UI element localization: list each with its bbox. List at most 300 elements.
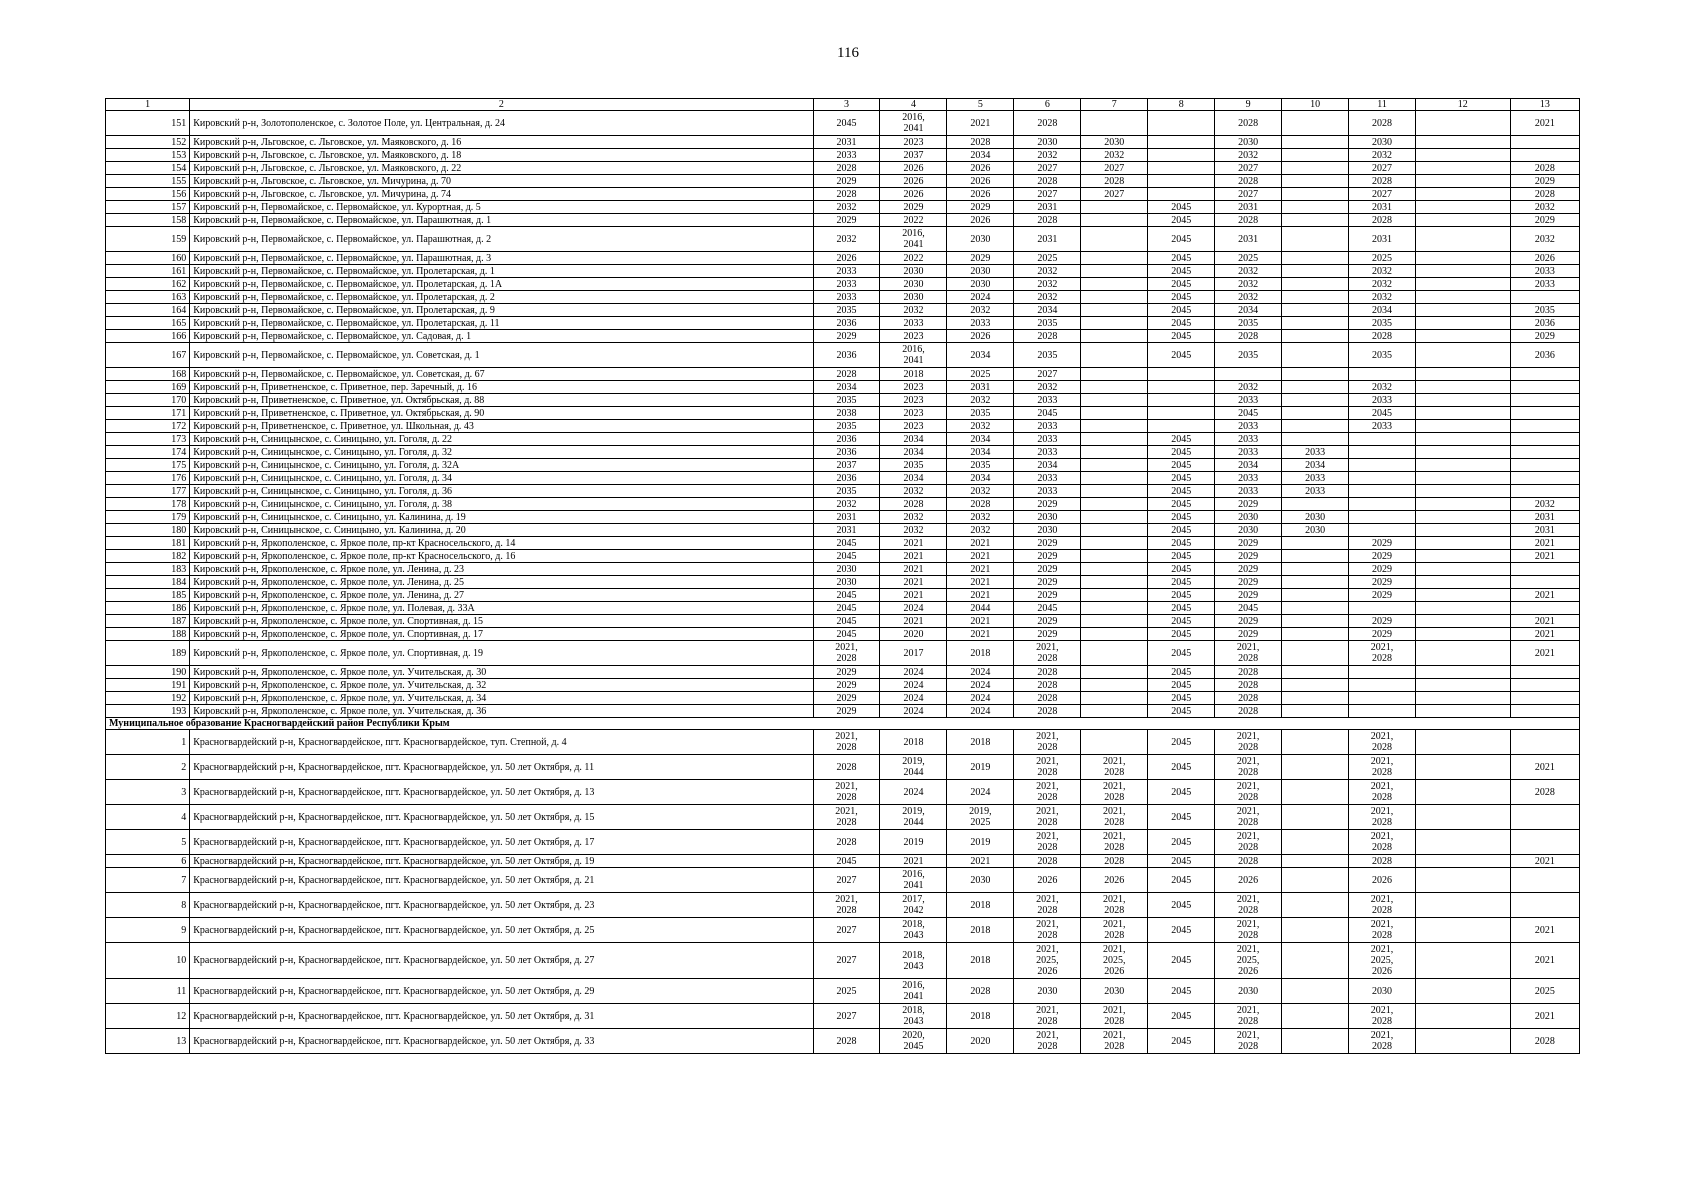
year-cell: 2045 — [1148, 830, 1215, 855]
year-cell — [1510, 730, 1579, 755]
year-cell — [1282, 394, 1349, 407]
year-cell — [1081, 589, 1148, 602]
year-cell — [1415, 511, 1510, 524]
year-cell — [1081, 705, 1148, 718]
year-cell: 2045 — [1148, 755, 1215, 780]
address-cell: Кировский р-н, Первомайское, с. Первомайское, ул. Пролетарская, д. 1А — [190, 278, 813, 291]
year-cell: 2030 — [1014, 511, 1081, 524]
year-cell: 2033 — [1215, 472, 1282, 485]
year-cell: 2021 — [947, 615, 1014, 628]
year-cell: 2045 — [1014, 602, 1081, 615]
year-cell — [1349, 498, 1416, 511]
year-cell: 2045 — [813, 628, 880, 641]
year-cell: 2021, 2028 — [1014, 805, 1081, 830]
year-cell: 2032 — [947, 511, 1014, 524]
year-cell: 2032 — [1215, 149, 1282, 162]
year-cell — [1148, 175, 1215, 188]
year-cell: 2029 — [1215, 563, 1282, 576]
year-cell: 2023 — [880, 407, 947, 420]
year-cell — [1349, 446, 1416, 459]
row-number: 190 — [106, 666, 190, 679]
year-cell: 2034 — [1215, 459, 1282, 472]
column-header: 5 — [947, 99, 1014, 111]
year-cell — [1081, 304, 1148, 317]
year-cell: 2045 — [1148, 524, 1215, 537]
year-cell: 2021, 2028 — [1081, 893, 1148, 918]
year-cell — [1282, 918, 1349, 943]
year-cell: 2028 — [947, 979, 1014, 1004]
table-row — [106, 317, 1580, 330]
year-cell — [1081, 459, 1148, 472]
table-row — [106, 227, 1580, 252]
year-cell: 2033 — [813, 291, 880, 304]
year-cell — [1081, 368, 1148, 381]
row-number: 182 — [106, 550, 190, 563]
address-cell: Кировский р-н, Синицынское, с. Синицыно, ул. Гоголя, д. 32 — [190, 446, 813, 459]
year-cell: 2021 — [1510, 628, 1579, 641]
row-number: 7 — [106, 868, 190, 893]
year-cell: 2035 — [1349, 317, 1416, 330]
year-cell: 2045 — [1148, 563, 1215, 576]
year-cell — [1510, 830, 1579, 855]
year-cell: 2025 — [813, 979, 880, 1004]
address-cell: Красногвардейский р-н, Красногвардейское, пгт. Красногвардейское, ул. 50 лет Октября, д. 17 — [190, 830, 813, 855]
year-cell: 2032 — [813, 498, 880, 511]
year-cell: 2029 — [947, 201, 1014, 214]
year-cell — [1415, 472, 1510, 485]
year-cell: 2030 — [1014, 524, 1081, 537]
year-cell — [1415, 550, 1510, 563]
year-cell — [1415, 291, 1510, 304]
year-cell: 2030 — [880, 291, 947, 304]
year-cell: 2018 — [947, 1004, 1014, 1029]
year-cell — [1282, 602, 1349, 615]
year-cell: 2029 — [1510, 330, 1579, 343]
year-cell: 2032 — [1510, 498, 1579, 511]
year-cell: 2021, 2028 — [1349, 780, 1416, 805]
year-cell: 2021 — [880, 537, 947, 550]
year-cell: 2021 — [947, 537, 1014, 550]
row-number: 159 — [106, 227, 190, 252]
year-cell: 2045 — [1148, 459, 1215, 472]
row-number: 185 — [106, 589, 190, 602]
year-cell: 2033 — [1282, 472, 1349, 485]
year-cell — [1081, 550, 1148, 563]
year-cell: 2030 — [947, 227, 1014, 252]
year-cell — [1415, 576, 1510, 589]
year-cell: 2028 — [1510, 188, 1579, 201]
year-cell — [1282, 111, 1349, 136]
year-cell — [1282, 330, 1349, 343]
year-cell — [1081, 381, 1148, 394]
year-cell: 2032 — [1349, 265, 1416, 278]
year-cell: 2026 — [947, 162, 1014, 175]
table-row — [106, 459, 1580, 472]
table-body — [106, 99, 1580, 1054]
year-cell: 2021, 2028 — [1014, 1004, 1081, 1029]
year-cell: 2033 — [947, 317, 1014, 330]
year-cell — [1282, 576, 1349, 589]
year-cell — [1282, 589, 1349, 602]
table-row — [106, 188, 1580, 201]
year-cell: 2034 — [947, 343, 1014, 368]
year-cell — [1081, 524, 1148, 537]
row-number: 163 — [106, 291, 190, 304]
year-cell — [1282, 188, 1349, 201]
year-cell — [1349, 511, 1416, 524]
year-cell — [1415, 433, 1510, 446]
year-cell: 2029 — [1014, 498, 1081, 511]
year-cell: 2021, 2028 — [1349, 755, 1416, 780]
year-cell — [1282, 291, 1349, 304]
table-row — [106, 805, 1580, 830]
year-cell: 2021 — [1510, 855, 1579, 868]
column-header: 10 — [1282, 99, 1349, 111]
year-cell: 2035 — [1215, 317, 1282, 330]
address-cell: Кировский р-н, Льговское, с. Льговское, ул. Маяковского, д. 18 — [190, 149, 813, 162]
year-cell: 2031 — [813, 136, 880, 149]
year-cell — [1282, 705, 1349, 718]
row-number: 174 — [106, 446, 190, 459]
year-cell: 2032 — [880, 485, 947, 498]
year-cell: 2021 — [880, 615, 947, 628]
year-cell: 2021, 2028 — [1349, 918, 1416, 943]
table-row — [106, 641, 1580, 666]
year-cell — [1349, 524, 1416, 537]
year-cell: 2030 — [947, 265, 1014, 278]
year-cell — [1415, 979, 1510, 1004]
table-row — [106, 111, 1580, 136]
header-row — [106, 99, 1580, 111]
year-cell: 2028 — [1215, 330, 1282, 343]
year-cell — [1081, 407, 1148, 420]
year-cell — [1415, 446, 1510, 459]
year-cell: 2025 — [1215, 252, 1282, 265]
year-cell: 2019, 2025 — [947, 805, 1014, 830]
year-cell — [1081, 628, 1148, 641]
year-cell: 2030 — [1081, 979, 1148, 1004]
year-cell: 2021 — [947, 855, 1014, 868]
year-cell — [1510, 407, 1579, 420]
year-cell — [1415, 524, 1510, 537]
year-cell: 2028 — [813, 755, 880, 780]
year-cell: 2016, 2041 — [880, 111, 947, 136]
year-cell: 2029 — [1014, 563, 1081, 576]
address-cell: Кировский р-н, Яркополенское, с. Яркое поле, ул. Спортивная, д. 17 — [190, 628, 813, 641]
year-cell: 2035 — [1014, 317, 1081, 330]
address-cell: Кировский р-н, Яркополенское, с. Яркое поле, пр-кт Красносельского, д. 16 — [190, 550, 813, 563]
year-cell: 2027 — [1349, 188, 1416, 201]
year-cell: 2036 — [813, 433, 880, 446]
table-row — [106, 330, 1580, 343]
year-cell: 2021, 2025, 2026 — [1349, 943, 1416, 979]
year-cell — [1415, 602, 1510, 615]
year-cell — [1415, 136, 1510, 149]
row-number: 179 — [106, 511, 190, 524]
table-row — [106, 252, 1580, 265]
year-cell: 2028 — [1215, 705, 1282, 718]
year-cell: 2032 — [947, 524, 1014, 537]
year-cell: 2021, 2028 — [1215, 780, 1282, 805]
year-cell: 2032 — [813, 201, 880, 214]
table-row — [106, 666, 1580, 679]
year-cell: 2030 — [947, 868, 1014, 893]
year-cell — [1510, 692, 1579, 705]
year-cell: 2033 — [1014, 420, 1081, 433]
year-cell: 2019, 2044 — [880, 755, 947, 780]
year-cell: 2028 — [1215, 175, 1282, 188]
year-cell — [1282, 830, 1349, 855]
year-cell — [1510, 420, 1579, 433]
year-cell: 2028 — [1349, 330, 1416, 343]
table-row — [106, 979, 1580, 1004]
year-cell: 2021, 2028 — [1215, 641, 1282, 666]
year-cell: 2021, 2028 — [1349, 893, 1416, 918]
table-row — [106, 446, 1580, 459]
year-cell — [1081, 252, 1148, 265]
address-cell: Красногвардейский р-н, Красногвардейское, пгт. Красногвардейское, ул. 50 лет Октября, д. 15 — [190, 805, 813, 830]
row-number: 171 — [106, 407, 190, 420]
year-cell: 2034 — [880, 446, 947, 459]
year-cell — [1510, 576, 1579, 589]
year-cell — [1282, 136, 1349, 149]
address-cell: Кировский р-н, Льговское, с. Льговское, ул. Мичурина, д. 74 — [190, 188, 813, 201]
year-cell: 2029 — [813, 214, 880, 227]
year-cell: 2027 — [813, 918, 880, 943]
year-cell — [1415, 252, 1510, 265]
year-cell: 2045 — [1148, 550, 1215, 563]
year-cell: 2021 — [1510, 111, 1579, 136]
year-cell: 2029 — [1215, 537, 1282, 550]
row-number: 166 — [106, 330, 190, 343]
year-cell: 2021, 2028 — [1081, 918, 1148, 943]
year-cell — [1282, 214, 1349, 227]
year-cell: 2030 — [1349, 979, 1416, 1004]
address-cell: Красногвардейский р-н, Красногвардейское, пгт. Красногвардейское, ул. 50 лет Октября, д. 29 — [190, 979, 813, 1004]
year-cell: 2033 — [1215, 485, 1282, 498]
address-cell: Кировский р-н, Льговское, с. Льговское, ул. Маяковского, д. 16 — [190, 136, 813, 149]
year-cell: 2023 — [880, 420, 947, 433]
year-cell: 2026 — [947, 188, 1014, 201]
year-cell: 2032 — [813, 227, 880, 252]
row-number: 186 — [106, 602, 190, 615]
table-row — [106, 343, 1580, 368]
year-cell — [1282, 855, 1349, 868]
row-number: 177 — [106, 485, 190, 498]
year-cell: 2026 — [947, 214, 1014, 227]
year-cell — [1282, 692, 1349, 705]
year-cell: 2045 — [1148, 679, 1215, 692]
year-cell: 2045 — [1148, 317, 1215, 330]
year-cell: 2027 — [813, 943, 880, 979]
column-header: 4 — [880, 99, 947, 111]
year-cell — [1282, 278, 1349, 291]
year-cell — [1282, 755, 1349, 780]
year-cell — [1415, 1029, 1510, 1054]
year-cell: 2032 — [947, 420, 1014, 433]
year-cell — [1415, 830, 1510, 855]
year-cell: 2019 — [947, 830, 1014, 855]
year-cell: 2021 — [880, 563, 947, 576]
year-cell: 2032 — [1510, 201, 1579, 214]
year-cell: 2021 — [947, 576, 1014, 589]
year-cell: 2028 — [1014, 175, 1081, 188]
table-row — [106, 1029, 1580, 1054]
address-cell: Кировский р-н, Льговское, с. Льговское, ул. Мичурина, д. 70 — [190, 175, 813, 188]
column-header: 6 — [1014, 99, 1081, 111]
address-cell: Кировский р-н, Первомайское, с. Первомайское, ул. Советская, д. 67 — [190, 368, 813, 381]
year-cell: 2021, 2028 — [1081, 1004, 1148, 1029]
year-cell — [1415, 343, 1510, 368]
row-number: 176 — [106, 472, 190, 485]
year-cell: 2029 — [1014, 628, 1081, 641]
table-row — [106, 278, 1580, 291]
year-cell: 2031 — [1349, 227, 1416, 252]
year-cell: 2034 — [1349, 304, 1416, 317]
year-cell — [1510, 149, 1579, 162]
year-cell: 2029 — [813, 692, 880, 705]
address-cell: Кировский р-н, Синицынское, с. Синицыно, ул. Калинина, д. 19 — [190, 511, 813, 524]
year-cell: 2024 — [880, 780, 947, 805]
year-cell — [1415, 407, 1510, 420]
year-cell — [1148, 407, 1215, 420]
year-cell: 2045 — [1148, 918, 1215, 943]
year-cell: 2018, 2043 — [880, 1004, 947, 1029]
year-cell: 2032 — [947, 485, 1014, 498]
year-cell — [1415, 868, 1510, 893]
year-cell — [1415, 1004, 1510, 1029]
year-cell: 2030 — [1215, 136, 1282, 149]
year-cell: 2035 — [1014, 343, 1081, 368]
year-cell — [1510, 381, 1579, 394]
year-cell: 2032 — [1349, 381, 1416, 394]
year-cell: 2032 — [1014, 265, 1081, 278]
table-row — [106, 201, 1580, 214]
address-cell: Кировский р-н, Приветненское, с. Приветное, ул. Октябрьская, д. 88 — [190, 394, 813, 407]
year-cell: 2045 — [1215, 407, 1282, 420]
year-cell: 2045 — [1148, 780, 1215, 805]
year-cell: 2045 — [1148, 304, 1215, 317]
year-cell — [1215, 368, 1282, 381]
year-cell: 2019 — [947, 755, 1014, 780]
year-cell: 2034 — [813, 381, 880, 394]
year-cell — [1349, 433, 1416, 446]
table-row — [106, 381, 1580, 394]
column-header: 1 — [106, 99, 190, 111]
year-cell: 2023 — [880, 330, 947, 343]
row-number: 170 — [106, 394, 190, 407]
year-cell: 2032 — [1215, 265, 1282, 278]
year-cell: 2029 — [1014, 576, 1081, 589]
address-cell: Красногвардейский р-н, Красногвардейское, пгт. Красногвардейское, ул. 50 лет Октября, д. 27 — [190, 943, 813, 979]
year-cell: 2021 — [1510, 1004, 1579, 1029]
address-cell: Кировский р-н, Первомайское, с. Первомайское, ул. Пролетарская, д. 2 — [190, 291, 813, 304]
address-cell: Кировский р-н, Яркополенское, с. Яркое поле, ул. Учительская, д. 30 — [190, 666, 813, 679]
row-number: 154 — [106, 162, 190, 175]
table-row — [106, 175, 1580, 188]
row-number: 167 — [106, 343, 190, 368]
year-cell: 2030 — [880, 278, 947, 291]
year-cell: 2021, 2028 — [813, 893, 880, 918]
row-number: 184 — [106, 576, 190, 589]
year-cell: 2029 — [1014, 537, 1081, 550]
year-cell — [1081, 563, 1148, 576]
year-cell: 2029 — [813, 705, 880, 718]
table-row — [106, 1004, 1580, 1029]
year-cell — [1148, 188, 1215, 201]
year-cell: 2034 — [1014, 304, 1081, 317]
year-cell: 2029 — [1510, 214, 1579, 227]
year-cell: 2045 — [1148, 291, 1215, 304]
table-row — [106, 291, 1580, 304]
year-cell: 2045 — [1148, 201, 1215, 214]
year-cell: 2028 — [1014, 705, 1081, 718]
year-cell — [1415, 149, 1510, 162]
address-cell: Красногвардейский р-н, Красногвардейское, пгт. Красногвардейское, ул. 50 лет Октября, д. 33 — [190, 1029, 813, 1054]
year-cell: 2024 — [947, 666, 1014, 679]
year-cell — [1349, 485, 1416, 498]
row-number: 191 — [106, 679, 190, 692]
year-cell: 2027 — [1014, 162, 1081, 175]
address-cell: Кировский р-н, Первомайское, с. Первомайское, ул. Пролетарская, д. 9 — [190, 304, 813, 317]
year-cell: 2032 — [1349, 149, 1416, 162]
column-header: 2 — [190, 99, 813, 111]
year-cell: 2035 — [1349, 343, 1416, 368]
year-cell: 2035 — [947, 407, 1014, 420]
year-cell: 2035 — [1510, 304, 1579, 317]
year-cell — [1415, 692, 1510, 705]
year-cell: 2029 — [1215, 576, 1282, 589]
year-cell — [1415, 679, 1510, 692]
year-cell — [1510, 433, 1579, 446]
year-cell: 2021, 2025, 2026 — [1215, 943, 1282, 979]
year-cell — [1415, 615, 1510, 628]
year-cell: 2045 — [1148, 805, 1215, 830]
table-row — [106, 893, 1580, 918]
year-cell — [1510, 291, 1579, 304]
row-number: 8 — [106, 893, 190, 918]
year-cell: 2018, 2043 — [880, 943, 947, 979]
year-cell: 2028 — [1014, 330, 1081, 343]
year-cell: 2045 — [1148, 485, 1215, 498]
row-number: 189 — [106, 641, 190, 666]
address-cell: Красногвардейский р-н, Красногвардейское, пгт. Красногвардейское, ул. 50 лет Октября, д. 31 — [190, 1004, 813, 1029]
table-row — [106, 394, 1580, 407]
year-cell: 2018 — [947, 730, 1014, 755]
year-cell: 2020 — [947, 1029, 1014, 1054]
table-row — [106, 537, 1580, 550]
year-cell: 2019, 2044 — [880, 805, 947, 830]
table-row — [106, 679, 1580, 692]
address-cell: Кировский р-н, Синицынское, с. Синицыно, ул. Гоголя, д. 38 — [190, 498, 813, 511]
year-cell: 2045 — [1148, 227, 1215, 252]
row-number: 158 — [106, 214, 190, 227]
table-row — [106, 368, 1580, 381]
section-title: Муниципальное образование Красногвардейский район Республики Крым — [106, 718, 1580, 730]
year-cell: 2021, 2028 — [1349, 641, 1416, 666]
year-cell: 2030 — [1014, 136, 1081, 149]
year-cell: 2045 — [1215, 602, 1282, 615]
year-cell: 2022 — [880, 252, 947, 265]
year-cell: 2026 — [813, 252, 880, 265]
address-cell: Кировский р-н, Синицынское, с. Синицыно, ул. Гоголя, д. 36 — [190, 485, 813, 498]
year-cell: 2021, 2028 — [1215, 830, 1282, 855]
year-cell — [1081, 227, 1148, 252]
year-cell — [1415, 317, 1510, 330]
year-cell: 2036 — [1510, 343, 1579, 368]
year-cell: 2031 — [813, 524, 880, 537]
table-row — [106, 304, 1580, 317]
